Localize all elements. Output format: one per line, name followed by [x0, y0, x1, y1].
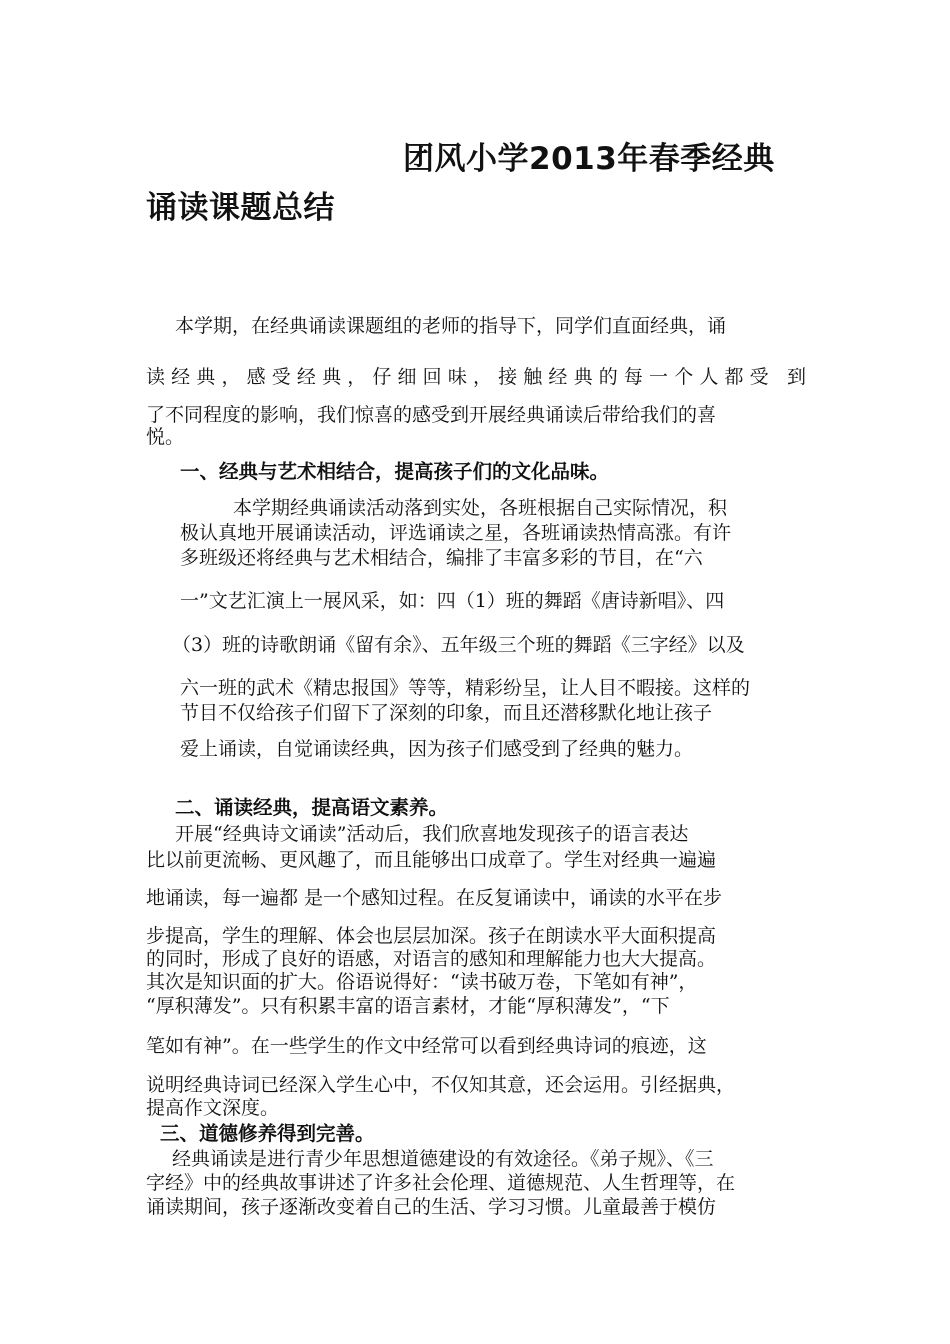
section1-line: 爱上诵读，自觉诵读经典，因为孩子们感受到了经典的魅力。 [180, 738, 694, 760]
section2-line: 步提高，学生的理解、体会也层层加深。孩子在朗读水平大面积提高 [146, 925, 717, 947]
section2-line: 比以前更流畅、更风趣了，而且能够出口成章了。学生对经典一遍遍 [146, 849, 717, 871]
section2-line: 其次是知识面的扩大。俗语说得好：“读书破万卷，下笔如有神”， [146, 971, 698, 993]
section-heading-3: 三、道德修养得到完善。 [160, 1122, 375, 1145]
section2-line: 提高作文深度。 [146, 1097, 280, 1119]
section2-line: 的同时，形成了良好的语感，对语言的感知和理解能力也大大提高。 [146, 948, 717, 970]
section2-line: 笔如有神”。在一些学生的作文中经常可以看到经典诗词的痕迹，这 [146, 1035, 707, 1057]
section1-line: 节目不仅给孩子们留下了深刻的印象，而且还潜移默化地让孩子 [180, 702, 713, 724]
intro-line: 本学期，在经典诵读课题组的老师的指导下，同学们直面经典，诵 [175, 315, 727, 337]
section2-line: 说明经典诗词已经深入学生心中，不仅知其意，还会运用。引经据典， [146, 1074, 736, 1096]
document-title-line-1: 团风小学2013年春季经典 [403, 141, 775, 177]
section3-line: 字经》中的经典故事讲述了许多社会伦理、道德规范、人生哲理等，在 [146, 1172, 736, 1194]
section1-line: 多班级还将经典与艺术相结合，编排了丰富多彩的节目，在“六 [180, 547, 703, 569]
section3-line: 经典诵读是进行青少年思想道德建设的有效途径。《弟子规》、《三 [172, 1148, 714, 1170]
section2-line: 开展“经典诗文诵读”活动后，我们欣喜地发现孩子的语言表达 [175, 823, 689, 845]
document-title-line-2: 诵读课题总结 [146, 190, 335, 226]
section1-line: （3）班的诗歌朗诵《留有余》、五年级三个班的舞蹈《三字经》以及 [172, 634, 745, 656]
section1-line: 本学期经典诵读活动落到实处，各班根据自己实际情况，积 [233, 497, 728, 519]
section-heading-2: 二、诵读经典，提高语文素养。 [175, 796, 449, 819]
section3-line: 诵读期间，孩子逐渐改变着自己的生活、学习习惯。儿童最善于模仿 [146, 1196, 717, 1218]
section1-line: 六一班的武术《精忠报国》等等，精彩纷呈，让人目不暇接。这样的 [180, 677, 751, 699]
section1-line: 一”文艺汇演上一展风采，如：四（1）班的舞蹈《唐诗新唱》、四 [180, 590, 725, 612]
intro-line: 了不同程度的影响，我们惊喜的感受到开展经典诵读后带给我们的喜 [146, 404, 717, 426]
section1-line: 极认真地开展诵读活动，评选诵读之星，各班诵读热情高涨。有许 [180, 522, 732, 544]
intro-line: 悦。 [146, 426, 185, 448]
section2-line: “厚积薄发”。只有积累丰富的语言素材，才能“厚积薄发”，“下 [146, 995, 670, 1017]
intro-line: 读经典，感受经典，仔细回味，接触经典的每一个人都受 到 [146, 366, 806, 388]
section-heading-1: 一、经典与艺术相结合，提高孩子们的文化品味。 [180, 460, 610, 483]
section2-line: 地诵读，每一遍都 是一个感知过程。在反复诵读中，诵读的水平在步 [146, 887, 723, 909]
